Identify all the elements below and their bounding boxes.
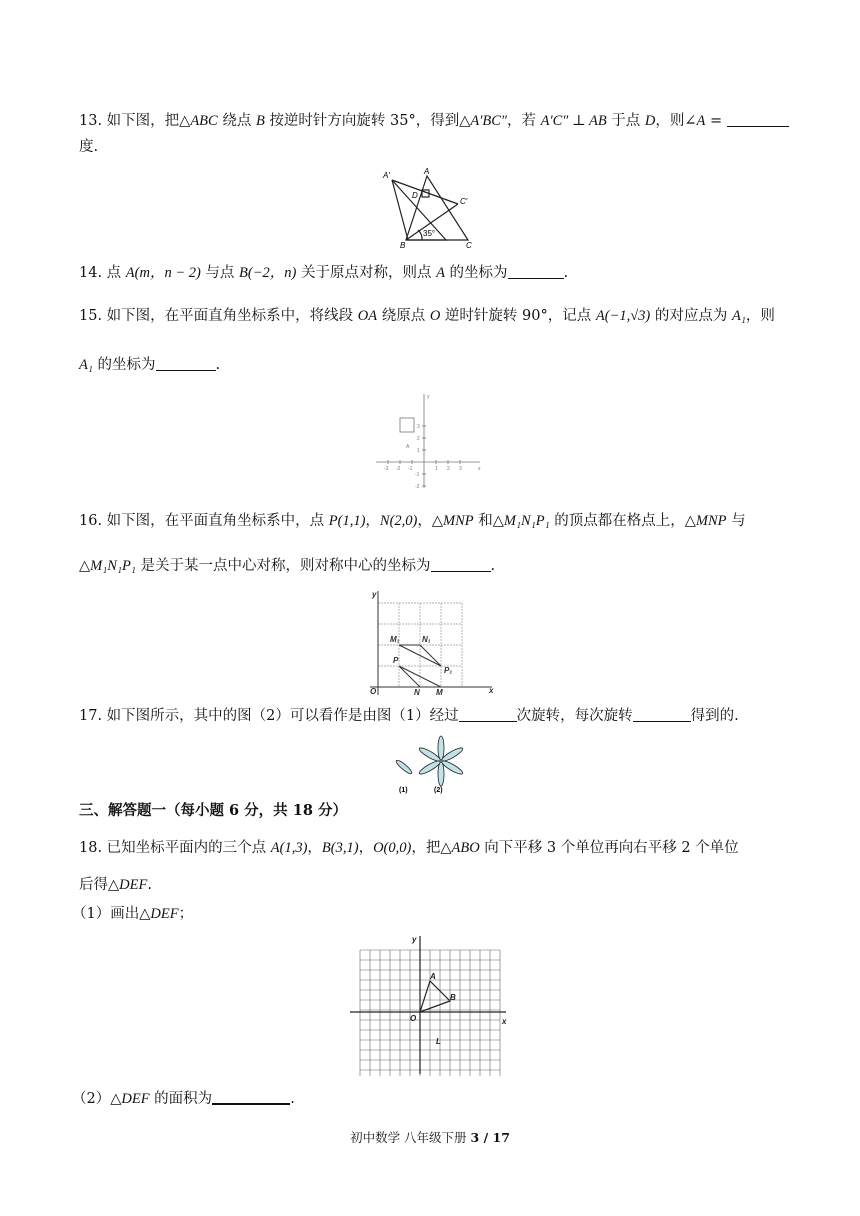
q16-label-p1: P₁ [444, 666, 453, 675]
q14-point-a: A(m，n − 2) [125, 265, 201, 281]
q15-text: . [215, 357, 221, 373]
q15-answer-blank[interactable] [156, 355, 216, 371]
q13-label-a: A [424, 167, 430, 176]
q18-def: DEF [121, 1091, 150, 1107]
q14-text: 的坐标为 [444, 265, 508, 281]
q16-point-n: N(2,0) [379, 513, 418, 529]
q13-figure [378, 164, 483, 248]
q14-point-b: B(−2，n) [239, 265, 297, 281]
q13-triangle-abc: ABC [190, 113, 218, 129]
q18-sub1 [72, 904, 784, 924]
q16-text: △ [79, 558, 91, 574]
q13-text: 按逆时针方向旋转 35°，得到△ [264, 113, 471, 129]
q16-label-x: x [489, 686, 494, 695]
q16-label-m1: M₁ [390, 635, 400, 644]
q16-text: . [490, 558, 496, 574]
q16-label-o: O [370, 687, 377, 696]
q15-tick-m2: -2 [415, 484, 420, 490]
q13-label-angle: 35° [423, 229, 436, 238]
q18-text: . [290, 1091, 295, 1107]
q15-o: O [429, 308, 441, 324]
q18-line2 [79, 875, 784, 895]
q18-label-y: y [412, 935, 417, 944]
q16-text: 的顶点都在格点上，△ [549, 513, 696, 529]
q18-label-a: A [430, 972, 436, 981]
q13-answer-blank[interactable] [727, 111, 789, 127]
q15-text: 的对应点为 [650, 308, 732, 324]
q15-line2 [79, 355, 784, 375]
q16-mnp: MNP [443, 513, 474, 529]
q13-text: ，若 [506, 113, 541, 129]
q15-tick-n1: -1 [408, 466, 413, 472]
q18-text: ，把△ [411, 840, 452, 856]
q16-label-n1: N₁ [422, 635, 431, 644]
q16-text: 16. 如下图，在平面直角坐标系中，点 [79, 513, 329, 529]
q15-tick-x3: 3 [459, 466, 462, 472]
q15-box [400, 418, 414, 432]
q16-label-y: y [372, 590, 377, 599]
q18-text: 向下平移 3 个单位再向右平移 2 个单位 [479, 840, 739, 856]
q16-text: ， [365, 513, 380, 529]
q16-point-p: P(1,1) [328, 513, 366, 529]
q14-text: 与点 [200, 265, 240, 281]
q15-tick-x2: 2 [447, 466, 450, 472]
q18-text: 后得△ [79, 877, 120, 893]
q15-text: 绕原点 [377, 308, 430, 324]
q13-point-b: B [255, 113, 265, 129]
q17-answer-blank-1[interactable] [459, 706, 517, 722]
q15-tick-m1: -1 [415, 472, 420, 478]
q15-oa: OA [357, 308, 378, 324]
section-3-heading: 三、解答题一（每小题 6 分，共 18 分） [79, 802, 347, 819]
q18-text: （2）△ [72, 1091, 122, 1107]
q16-mnp: MNP [695, 513, 727, 529]
q16-label-n: N [414, 688, 420, 697]
q13-label-c-pp: C′ [460, 197, 468, 206]
q13-text: 13. 如下图，把△ [79, 113, 191, 129]
q18-label-x: x [502, 1017, 507, 1026]
q18-text: 18. 已知坐标平面内的三个点 [79, 840, 271, 856]
q18-text: . [147, 877, 152, 893]
q15-text: 15. 如下图，在平面直角坐标系中，将线段 [79, 308, 358, 324]
q15-point-a: A(−1,√3) [595, 308, 651, 324]
q15-line1 [79, 306, 784, 326]
q16-figure [364, 587, 498, 697]
q15-text: ，则 [745, 308, 775, 324]
q13-text: 绕点 [217, 113, 256, 129]
q16-text: 与 [726, 513, 746, 529]
q13-text: = [705, 113, 727, 129]
q17-text: 得到的. [690, 708, 739, 724]
q15-text: 的坐标为 [92, 357, 156, 373]
q13-label-a-prime: A′ [383, 171, 390, 180]
q13-label-c: C [466, 241, 472, 248]
q14-text: 14. 点 [79, 265, 126, 281]
q15-tick-n3: -3 [384, 466, 389, 472]
q16-text: ，△ [417, 513, 444, 529]
q14-line [79, 263, 784, 283]
q18-abo: ABO [451, 840, 480, 856]
q17-label-2: (2) [434, 787, 443, 794]
q15-tick-1: 1 [417, 448, 420, 454]
page-footer [0, 1128, 860, 1146]
q18-point-o: O(0,0) [373, 840, 412, 856]
q14-a: A [436, 265, 445, 281]
q15-tick-2: 2 [417, 436, 420, 442]
q18-text: ， [307, 840, 322, 856]
footer-page-number: 3 / 17 [470, 1130, 510, 1145]
q18-label-b: B [450, 993, 456, 1002]
q17-label-1: (1) [399, 787, 408, 794]
q13-line1 [79, 111, 784, 131]
q18-sub2 [72, 1088, 784, 1109]
q16-line1 [79, 511, 784, 531]
q18-answer-blank[interactable] [212, 1088, 290, 1105]
q18-text: ， [358, 840, 374, 856]
q18-label-l: L [436, 1037, 441, 1046]
q16-m1n1p1: M₁N₁P₁ [90, 558, 136, 574]
q13-text: ，则∠ [655, 113, 697, 129]
q16-text: 是关于某一点中心对称，则对称中心的坐标为 [135, 558, 431, 574]
q17-text: 17. 如下图所示，其中的图（2）可以看作是由图（1）经过 [79, 708, 459, 724]
q15-label-y: y [427, 394, 430, 400]
q18-label-o: O [410, 1014, 417, 1023]
q17-petal-single [395, 759, 414, 776]
q17-answer-blank-2[interactable] [633, 706, 691, 722]
q18-grid [360, 950, 500, 1076]
q18-figure [346, 930, 512, 1076]
q15-label-a: A [406, 444, 410, 450]
q15-a1: A₁ [79, 357, 93, 373]
q17-figure [390, 730, 470, 796]
q17-flower [418, 736, 464, 786]
q18-text: ； [178, 906, 194, 922]
q15-a1: A₁ [731, 308, 746, 324]
q18-text: （1）画出△ [72, 906, 151, 922]
q14-text: . [563, 265, 569, 281]
q18-point-b: B(3,1) [321, 840, 359, 856]
q17-line [79, 706, 784, 726]
q16-label-m: M [436, 688, 443, 697]
q13-perpendicular: A′C″ ⊥ AB [540, 113, 607, 129]
q17-text: 次旋转，每次旋转 [516, 708, 633, 724]
footer-text: 初中数学 八年级下册 [350, 1130, 471, 1145]
q16-answer-blank[interactable] [431, 556, 491, 572]
q18-point-a: A(1,3) [270, 840, 308, 856]
q13-angle-a: A [696, 113, 706, 129]
q15-tick-n2: -2 [396, 466, 401, 472]
q14-text: 关于原点对称，则点 [296, 265, 437, 281]
q16-label-p: P [393, 656, 399, 665]
q18-def: DEF [150, 906, 179, 922]
q13-text: 于点 [606, 113, 645, 129]
q16-m1n1p1: M₁N₁P₁ [503, 513, 550, 529]
q14-answer-blank[interactable] [508, 263, 564, 279]
q18-text: 的面积为 [149, 1091, 213, 1107]
q15-figure [372, 390, 484, 490]
q18-tri-abo [420, 981, 450, 1012]
q13-point-d: D [644, 113, 656, 129]
q15-label-x: x [478, 466, 481, 472]
q13-label-d: D [412, 191, 418, 200]
q13-label-b: B [400, 241, 406, 248]
q13-line2: 度. [79, 139, 99, 155]
q18-line1 [79, 838, 784, 858]
q13-triangle-image: A′BC″ [470, 113, 507, 129]
q15-tick-x1: 1 [435, 466, 438, 472]
q18-def: DEF [119, 877, 148, 893]
q16-text: 和△ [473, 513, 504, 529]
q15-text: 逆时针旋转 90°，记点 [440, 308, 596, 324]
q15-tick-3: 3 [417, 424, 420, 430]
q16-line2 [79, 556, 784, 576]
